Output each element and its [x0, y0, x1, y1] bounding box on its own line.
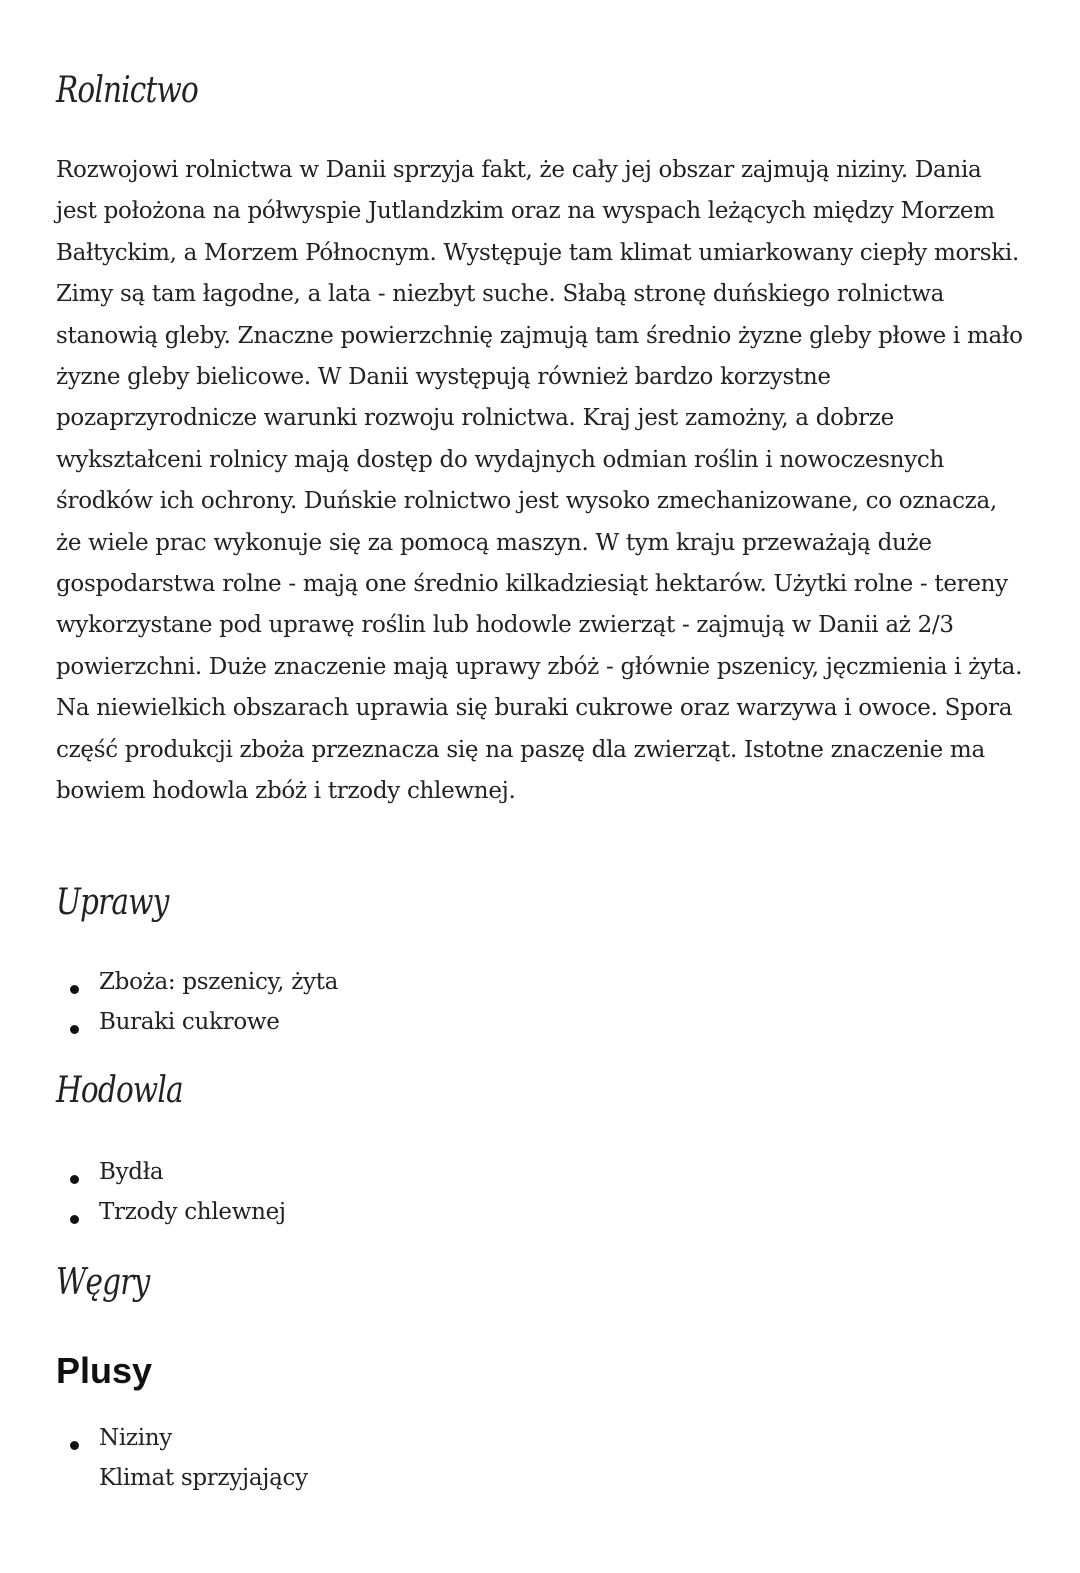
list-item — [56, 962, 338, 1002]
list-item — [56, 1002, 338, 1042]
list-item-label: Zboża: pszenicy, żyta — [99, 969, 339, 995]
bullet-icon — [70, 1025, 79, 1034]
list-item-label: Niziny — [99, 1425, 172, 1451]
list-item — [56, 1152, 286, 1192]
bullet-icon — [70, 985, 79, 994]
heading-wegry: Węgry — [56, 1262, 150, 1303]
heading-uprawy: Uprawy — [56, 882, 169, 923]
list-item-label: Buraki cukrowe — [99, 1009, 280, 1035]
list-item — [56, 1192, 286, 1232]
bullet-icon — [70, 1215, 79, 1224]
list-item-label: Bydła — [99, 1159, 164, 1185]
uprawy-list — [56, 962, 338, 1042]
body-paragraph: Rozwojowi rolnictwa w Danii sprzyja fakt, że cały jej obszar zajmują niziny. Dania jest położona na półwyspie Jutlandzkim oraz na wyspach leżących między Morzem Bałtyckim, a Morzem Północnym. Występuje tam klimat umiarkowany ciepły morski. Zimy są tam łagodne, a lata - niezbyt suche. Słabą stronę duńskiego rolnictwa stanowią gleby. Znaczne powierzchnię zajmują tam średnio żyzne gleby płowe i mało żyzne gleby bielicowe. W Danii występują również bardzo korzystne pozaprzyrodnicze warunki rozwoju rolnictwa. Kraj jest zamożny, a dobrze wykształceni rolnicy mają dostęp do wydajnych odmian roślin i nowoczesnych środków ich ochrony. Duńskie rolnictwo jest wysoko zmechanizowane, co oznacza, że wiele prac wykonuje się za pomocą maszyn. W tym kraju przeważają duże gospodarstwa rolne - mają one średnio kilkadziesiąt hektarów. Użytki rolne - tereny wykorzystane pod uprawę roślin lub hodowle zwierząt - zajmują w Danii aż 2/3 powierzchni. Duże znaczenie mają uprawy zbóż - głównie pszenicy, jęczmienia i żyta. Na niewielkich obszarach uprawia się buraki cukrowe oraz warzywa i owoce. Spora część produkcji zboża przeznacza się na paszę dla zwierząt. Istotne znaczenie ma bowiem hodowla zbóż i trzody chlewnej. — [56, 157, 1023, 805]
list-item — [56, 1418, 172, 1458]
bullet-icon — [70, 1175, 79, 1184]
bullet-icon — [70, 1441, 79, 1450]
list-item-label: Trzody chlewnej — [99, 1199, 286, 1225]
heading-hodowla: Hodowla — [56, 1070, 183, 1111]
heading-rolnictwo: Rolnictwo — [56, 70, 198, 111]
hodowla-list — [56, 1152, 286, 1232]
heading-plusy: Plusy — [56, 1350, 153, 1391]
list-item-continuation: Klimat sprzyjający — [99, 1465, 308, 1491]
plusy-list — [56, 1418, 172, 1458]
